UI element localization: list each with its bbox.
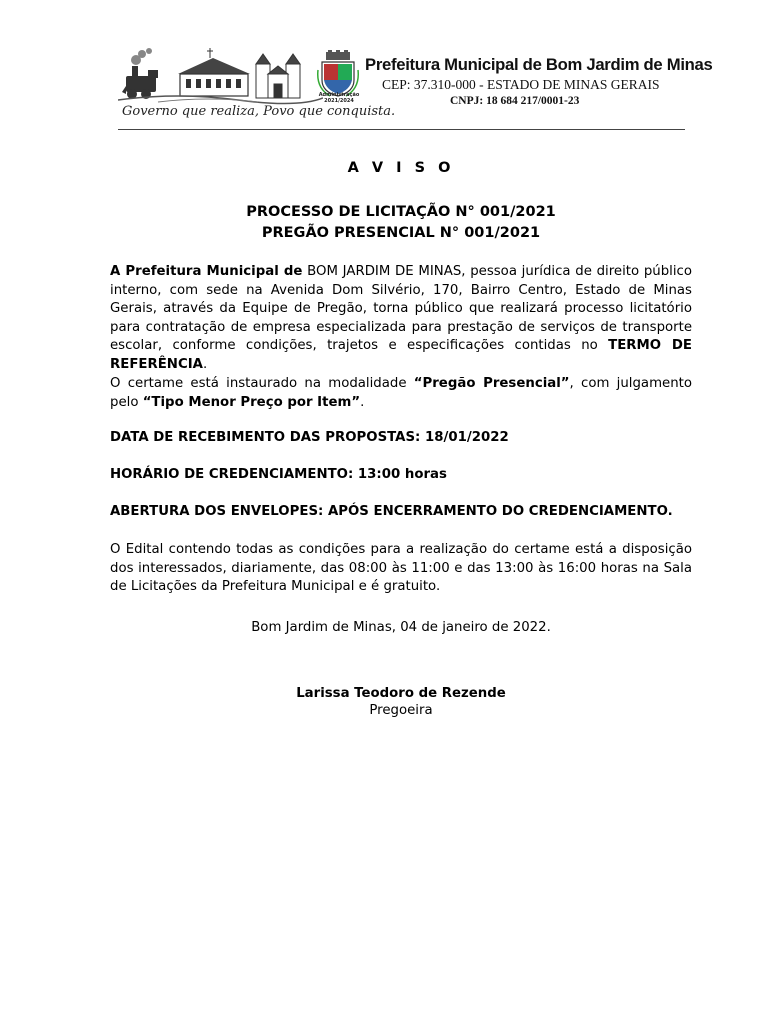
edital-paragraph: O Edital contendo todas as condições para a realização do certame está a disposição dos interessados, diariamente, das 08:00 às 11:00 e das 13:00 às 16:00 horas na Sala de Licitações da Prefeitura Municipal e é gratuito.	[110, 542, 692, 595]
modality-paragraph	[110, 375, 692, 412]
notice-title: A V I S O	[347, 160, 455, 176]
modality-text-a: O certame está instaurado na modalidade	[110, 376, 414, 391]
organization-cep: CEP: 37.310-000 - ESTADO DE MINAS GERAIS	[382, 77, 660, 92]
header-divider	[118, 129, 685, 130]
intro-paragraph	[110, 263, 692, 375]
modality-end: .	[360, 394, 365, 410]
intro-end: .	[202, 356, 208, 372]
intro-bold-start: A Prefeitura Municipal de	[110, 264, 303, 279]
modality-bold-a: “Pregão Presencial”	[413, 376, 570, 391]
organization-cnpj: CNPJ: 18 684 217/0001-23	[450, 95, 580, 107]
intro-bold-end: TERMO DE REFERÊNCIA	[110, 338, 692, 372]
envelope-opening-line: ABERTURA DOS ENVELOPES: APÓS ENCERRAMENTO DO CREDENCIAMENTO.	[110, 504, 673, 519]
signatory-role: Pregoeira	[369, 703, 433, 718]
pregao-number: PREGÃO PRESENCIAL N° 001/2021	[261, 225, 541, 241]
process-number: PROCESSO DE LICITAÇÃO N° 001/2021	[246, 204, 556, 220]
proposal-date-line: DATA DE RECEBIMENTO DAS PROPOSTAS: 18/01/2022	[110, 430, 509, 445]
accreditation-time-line: HORÁRIO DE CREDENCIAMENTO: 13:00 horas	[110, 467, 447, 482]
administration-label	[314, 92, 364, 104]
letterhead	[118, 42, 713, 132]
slogan: Governo que realiza, Povo que conquista.	[122, 104, 396, 119]
signatory-name: Larissa Teodoro de Rezende	[296, 686, 506, 701]
modality-bold-b: “Tipo Menor Preço por Item”	[142, 394, 361, 410]
place-date: Bom Jardim de Minas, 04 de janeiro de 2022.	[251, 620, 551, 635]
modality-text-b: , com julgamento pelo	[110, 376, 692, 410]
admin-label-text: Administração	[318, 92, 360, 98]
process-heading	[110, 202, 692, 244]
intro-text: BOM JARDIM DE MINAS, pessoa jurídica de direito público interno, com sede na Avenida Dom Silvério, 170, Bairro Centro, Estado de Minas Gerais, através da Equipe de Pregão, torna público que realizará processo licitatório para contratação de empresa especializada para prestação de serviços de transporte escolar, conforme condições, trajetos e especificações contidas no	[110, 264, 692, 354]
organization-name: Prefeitura Municipal de Bom Jardim de Minas	[365, 55, 713, 74]
admin-years-text: 2021/2024	[324, 98, 354, 104]
